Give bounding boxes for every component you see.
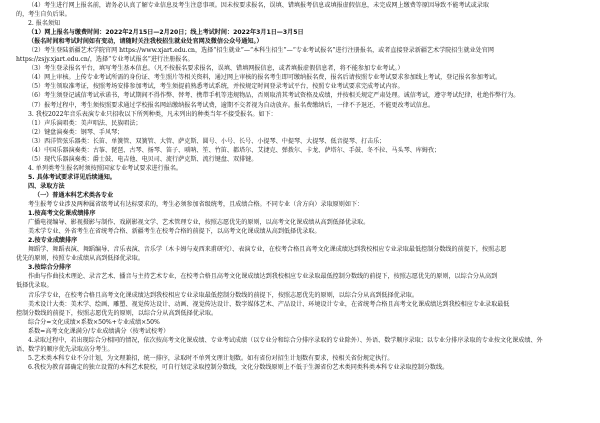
rule-heading: 3.按综合分排序 [28,264,72,272]
list-item: （1）声乐演唱类：美声唱法、民族唱法； [28,119,142,127]
list-item: （5）现代乐器演奏类：爵士鼓、电吉他、电贝司、流行萨克斯、流行键盘、双排键。 [28,155,258,163]
paragraph-line: 舞蹈学、舞蹈表演、舞蹈编导、音乐表演、音乐学（木卡姆与麦西来甫研究）、表演专业，在校考合格且高考文化课成绩达到我校相应专业录取最低控制分数线的前提下，按照志愿 [28,246,507,254]
paragraph-line: （5）考生领取准考证，按照考场安排参加考试，考生须提前熟悉考试系统，并按规定时间登录考试平台，按照专业考试要求完成考试内容。 [28,83,404,91]
schedule-notice: （报名时间和考试时间如有变动，请随时关注我校招生就业处官网及微信公众号通知。） [28,38,263,46]
paragraph-line: 6.我校为教育部确定的独立设置的本科艺术院校，可自行划定录取控制分数线，文化分数线原则上不低于生源省份艺术类同类科类本科专业录取控制分数线。 [28,363,449,371]
paragraph-line: 音乐学专业，在校考合格且高考文化课成绩达到我校相应专业录取最低控制分数线的前提下，按照志愿优先的原则，以综合分从高到低择优录取。 [28,291,418,299]
paragraph-line: 低择优录取。 [16,282,53,290]
list-item: （2）键盘演奏类：钢琴、手风琴； [28,128,124,136]
subsection-heading: （一）普通本科艺术类各专业 [34,191,114,199]
paragraph-line: （6）考生须登记诚信考试承诺书，考试期间不得作弊、替考、携带手机等违规物品，否则取消其考试资格及成绩，并按相关规定严肃处理。诚信考试，遵守考试纪律，杜绝作弊行为。 [28,92,520,100]
paragraph-line: 优先的原则，按照专业成绩从高到低择优录取。 [16,255,144,263]
paragraph-line: 作曲与作曲技术理论、录音艺术、播音与主持艺术专业，在校考合格且高考文化课成绩达到我校相应专业录取最低控制分数线的前提下，按照志愿优先的原则，以综合分从高到 [28,273,498,281]
paragraph-line: https://zsjy.xjart.edu.cn/，选择“专业考试报名”进行注册报名。 [16,56,194,64]
paragraph-line: （4）考生进行网上报名前，请务必认真了解专业信息及考生注意事项。因未按要求报名，误填、错填报考信息或填报虚假信息，未完成网上缴费等原因导致不能考试或录取 [28,2,489,9]
registration-dates: （1）网上报名与缴费时间：2022年2月15日—2月20日；线上考试时间：2022年3月1日—3月5日 [28,29,304,37]
paragraph-line: （2）考生登陆新疆艺术学院官网 https://www.xjart.edu.cn，选择“招生就业”—“本科生招生”—“专业考试报名”进行注册报名，或者直接登录新疆艺术学院招生就业处官网 [28,47,494,55]
paragraph-line: （4）网上审核。上传专业考试所需的身份证、考生照片等相关资料，通过网上审核的报名考生即可缴纳报名费，报名后请按照专业考试要求参加线上考试，登记报名参加考试。 [28,74,502,82]
formula-line: 系数=高考文化课满分/专业成绩满分（按考试校考） [28,327,170,335]
paragraph-line: 4.录取过程中，若出现综合分相同的情况，依次按高考文化课成绩、专业考试成绩（以专业分和综合分排序录取的专业除外）、外语、数学顺序录取；以专业分排序录取的专业按文化课成绩、外 [28,336,543,344]
paragraph-line: 的，考生自负后果。 [16,11,71,19]
rule-heading: 2.按专业成绩排序 [28,237,78,245]
paragraph-line: （3）考生登录报名平台，填写考生基本信息。（凡不按报名要求报名，误填、错填网报信息，或者填报虚假信息者，将不能参加专业考试。） [28,65,404,73]
paragraph-line: 控制分数线的前提下，按照志愿优先的原则，以综合分从高到低择优录取。 [16,309,218,317]
paragraph-line: 4. 单列类考生报名时须按照国家专业考试要求进行报名。 [28,164,183,172]
paragraph-line: 5. 具体考试要求详见后续通知。 [28,173,116,181]
section-label: 2. 报名须知 [28,20,61,28]
list-item: （3）西洋管弦乐器类：长笛、单簧管、双簧管、大管、萨克斯、圆号、小号、长号、小提琴、中提琴、大提琴、低音提琴、打击乐； [28,137,386,145]
paragraph-line: 语、数学的顺序优先录取高分考生。 [16,345,114,353]
paragraph-line: 美术学专业、外省考生在省统考合格、新疆考生在校考合格的前提下，以高考文化课成绩从高到低择优录取。 [28,228,321,236]
paragraph-line: 美术设计大类：美术学、绘画、雕塑、视觉传达设计、动画、视觉传达设计、数字媒体艺术、产品设计、环境设计专业，在省统考合格且高考文化课成绩达到我校相应专业录取最低 [28,300,510,308]
paragraph-line: 3. 我校2022年音乐表演专业只招收以下所列种类，凡未列出的种类当年不接受报名。如下： [28,110,277,118]
paragraph-line: 广播电视编导、影视摄影与制作、戏剧影视文学、艺术管理专业，按照志愿优先的原则，以高考文化课成绩从高到低择优录取。 [28,219,370,227]
paragraph-line: （7）报考过程中，考生须按照要求通过学校报名网站缴纳报名考试费，逾期不交者视为自动放弃。报名费缴纳后，一律不予退还，不能更改考试信息。 [28,101,435,109]
paragraph-line: 考生报考专业涉及两种属省级考试有达标要求的，考生必须参加省级统考，且成绩合格。不同专业（含方向）录取原则如下： [28,201,364,209]
formula-line: 综合分=文化成绩×系数×50%+专业成绩×50% [28,318,160,326]
paragraph-line: 5.艺术类本科专业不分计划，为文理兼招，统一排序，录取时不单列文理计划数。如有省份对招生计划数有要求，按相关省份规定执行。 [28,354,394,362]
list-item: （4）中国乐器演奏类：古筝、琵琶、古琴、扬琴、笛子、唢呐、笙、竹笛、都塔尔、艾捷克、弹拨尔、卡龙、萨塔尔、手鼓、冬不拉、马头琴、库姆孜； [28,146,441,154]
rule-heading: 1.按高考文化课成绩排序 [28,210,96,218]
section-heading: 四、录取方法 [28,182,65,190]
